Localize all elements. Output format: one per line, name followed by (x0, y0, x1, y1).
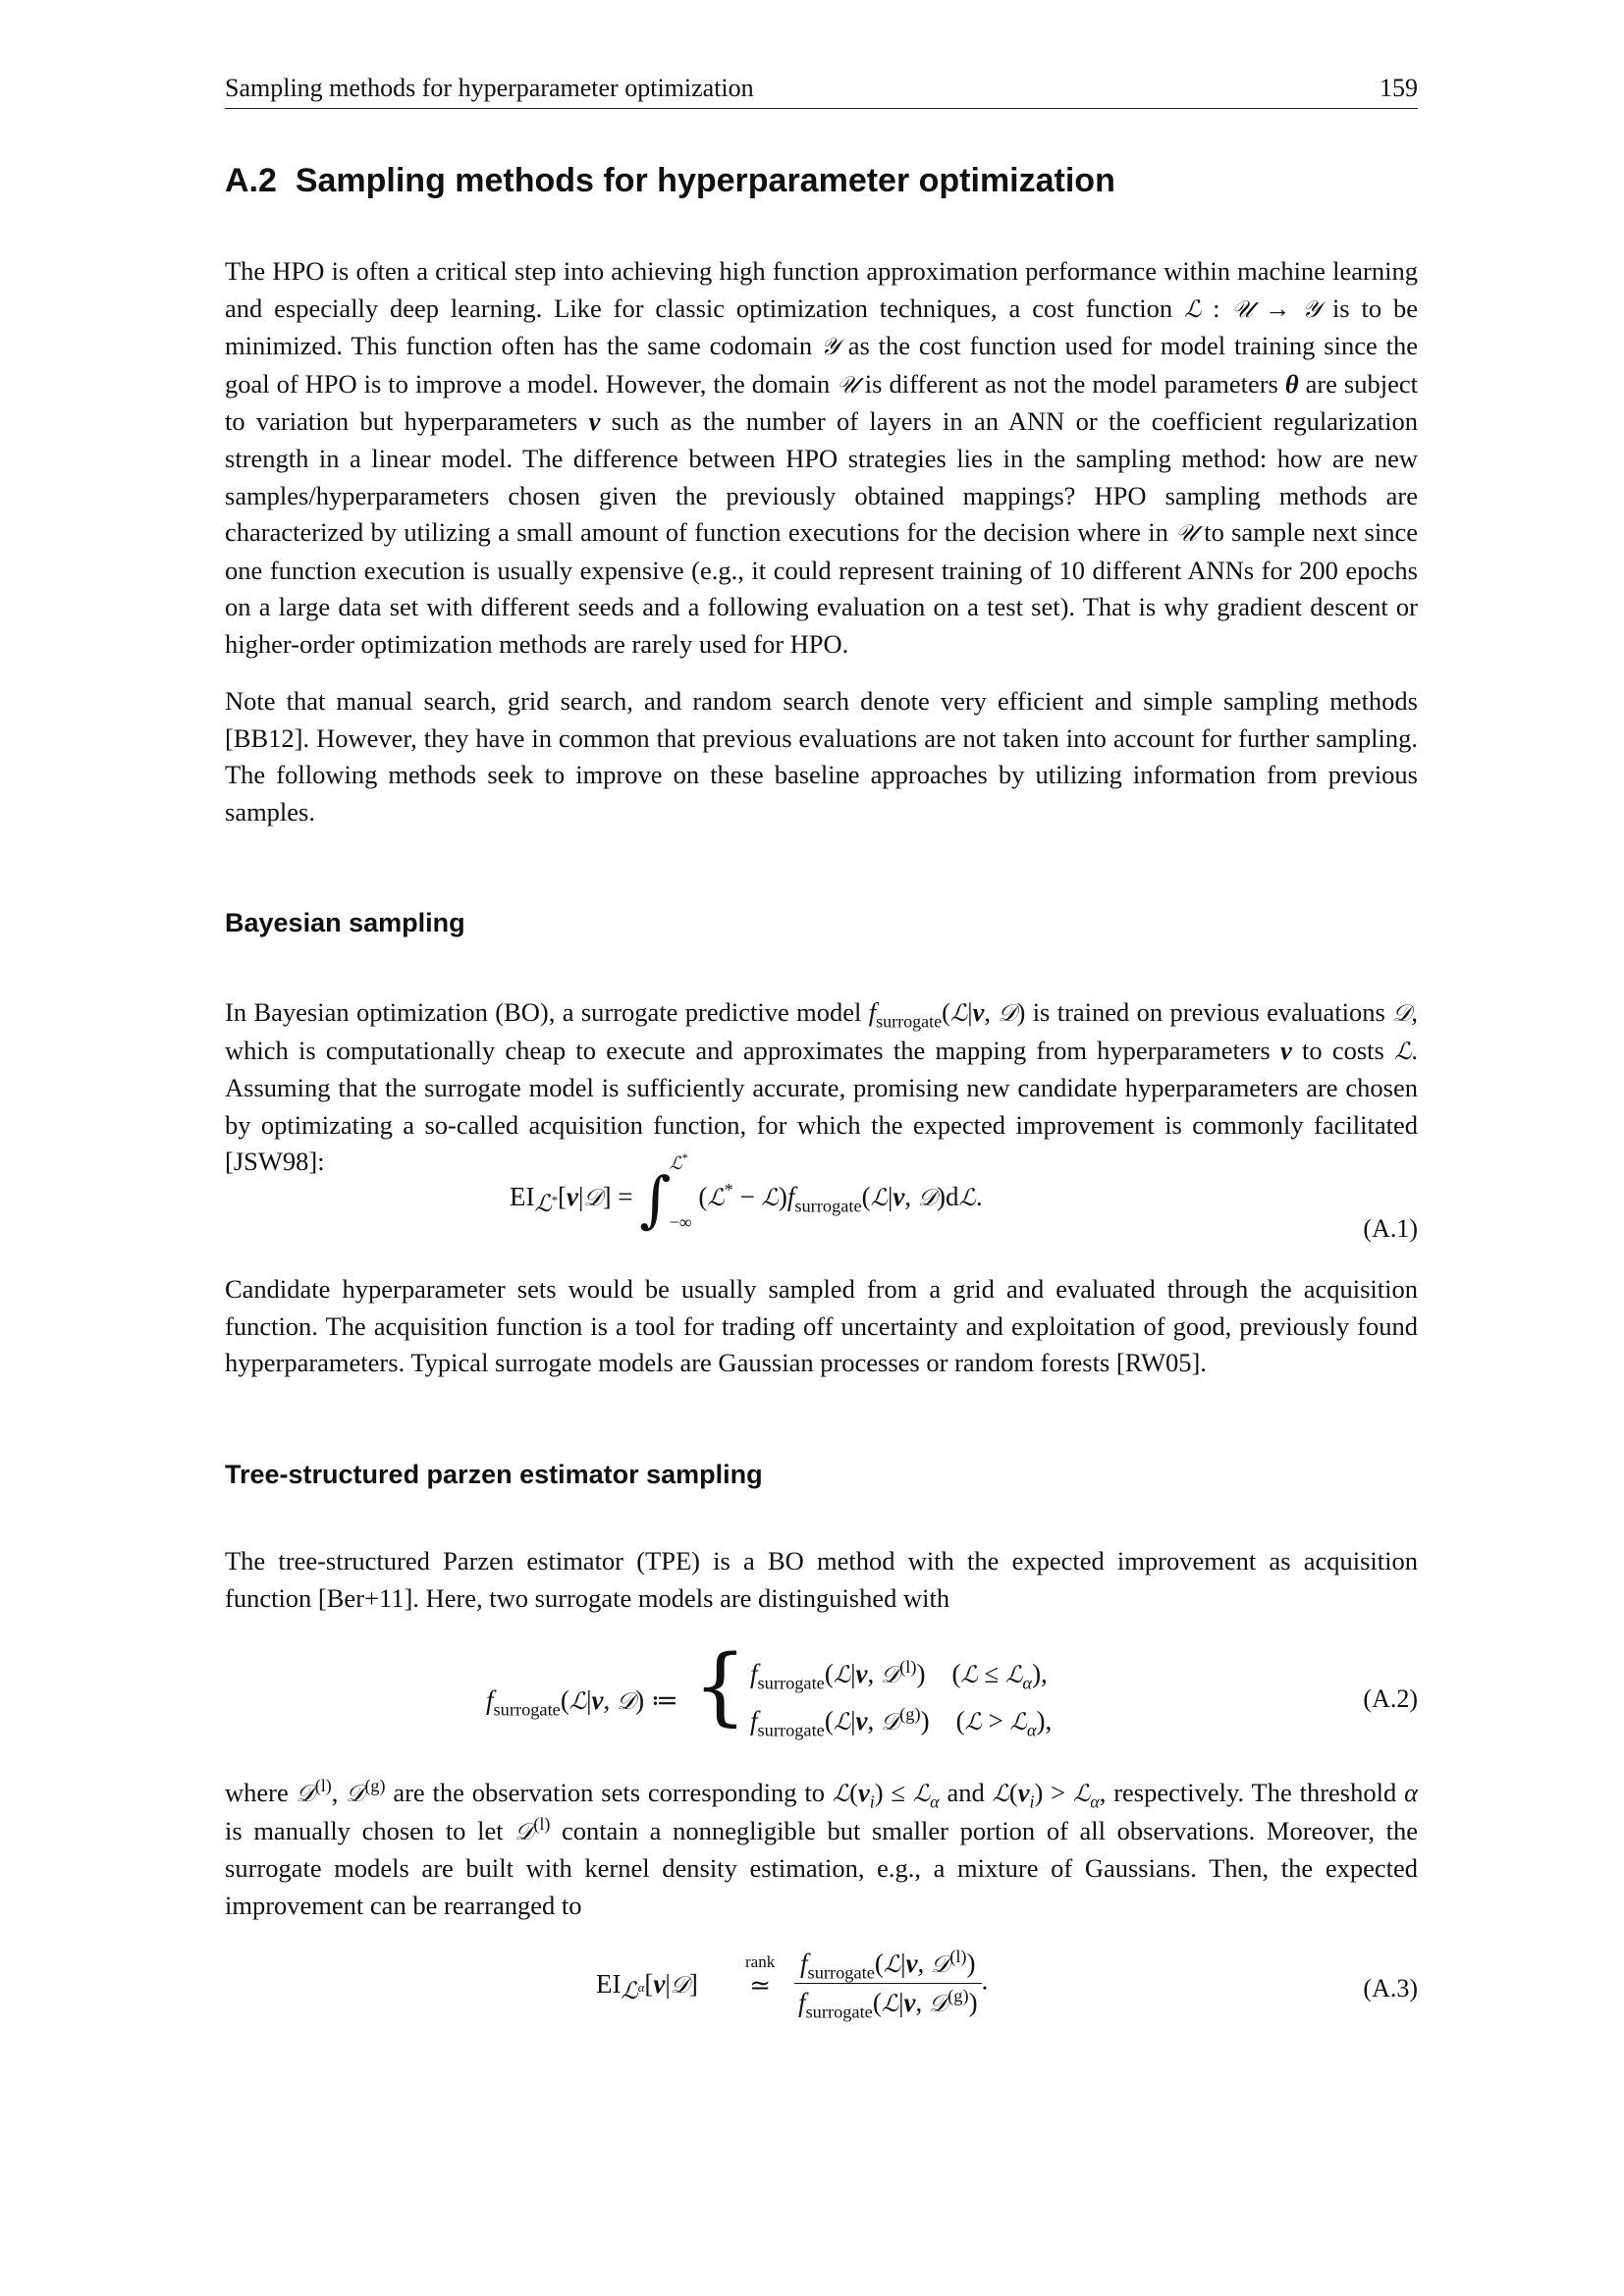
paragraph-hpo-intro: The HPO is often a critical step into achieving high function approximation performance within machine learning and especially deep learning. Like for classic optimization techniques, a cost function ℒ : 𝒰 → 𝒴 is to be minimized. This function often has the same codomain 𝒴 as the cost function used for model training since the goal of HPO is to improve a model. However, the domain 𝒰 is different as not the model parameters θ are subject to variation but hyperparameters ν such as the number of layers in an ANN or the coefficient regularization strength in a linear model. The difference between HPO strategies lies in the sampling method: how are new samples/hyperparameters chosen given the previously obtained mappings? HPO sampling methods are characterized by utilizing a small amount of function executions for the decision where in 𝒰 to sample next since one function execution is usually expensive (e.g., it could represent training of 10 different ANNs for 200 epochs on a large data set with different seeds and a following evaluation on a test set). That is why gradient descent or higher-order optimization methods are rarely used for HPO. (225, 256, 1419, 659)
page-number: 159 (1380, 74, 1418, 102)
section-heading (225, 162, 1115, 200)
equation-number-a1: (A.1) (1363, 1214, 1418, 1243)
section-number: A.2 (225, 162, 277, 199)
rank-label: rank (745, 1952, 776, 1971)
paragraph-observation-sets: where 𝒟$^{(l)}$, 𝒟$^{(g)}$ are the observation sets corresponding to $ℒ(\nu_i)$ ≤ ℒ$_\alpha$ and $ℒ(\nu_i)$ > ℒ$_\alpha$, respectively. The threshold α is manually chosen to let 𝒟$^{(l)}$ contain a nonnegligible but smaller portion of all observations. Moreover, the surrogate models are built with kernel density estimation, e.g., a mixture of Gaussians. Then, the expected improvement can be rearranged to (225, 1776, 1418, 1920)
section-title: Sampling methods for hyperparameter optimization (295, 162, 1115, 199)
paper-page: Sampling methods for hyperparameter optimization 159 A.2 Sampling methods for hyperparameter optimization The HPO is often a critical step into achieving high function approximation performance within machine learning and especially deep learning. Like for classic optimization techniques, a cost function ℒ : 𝒰 → 𝒴 is to be minimized. This function often has the same codomain 𝒴 as the cost function used for model training since the goal of HPO is to improve a model. However, the domain 𝒰 is different as not the model parameters θ are subject to variation but hyperparameters ν such as the number of layers in an ANN or the coefficient regularization strength in a linear model. The difference between HPO strategies lies in the sampling method: how are new samples/hyperparameters chosen given the previously obtained mappings? HPO sampling methods are characterized by utilizing a small amount of function executions for the decision where in 𝒰 to sample next since one function execution is usually expensive (e.g., it could represent training of 10 different ANNs for 200 epochs on a large data set with different seeds and a following evaluation on a test set). That is why gradient descent or higher-order optimization methods are rarely used for HPO. Note that manual search, grid search, and random search denote very efficient and simple sampling methods [BB12]. However, they have in common that previous evaluations are not taken into account for further sampling. The following methods seek to improve on these baseline approaches by utilizing information from previous samples. Bayesian sampling In Bayesian optimization (BO), a surrogate predictive model $f_{surrogate}(ℒ|\nu$, 𝒟) is trained on previous evaluations 𝒟, which is computationally cheap to execute and approximates the mapping from hyperparameters ν to costs ℒ. Assuming that the surrogate model is sufficiently accurate, promising new candidate hyperparameters are chosen by optimizating a so-called acquisition function, for which the expected improvement is commonly facilitated [JSW98]: $EI_{ℒ^*}[\nu|𝒟]$ = ∫ ℒ* −∞ (ℒ* − $ℒ)f_{surrogate}(ℒ|\nu$, 𝒟)dℒ. (A.1) Candidate hyperparameter sets would be usually sampled from a grid and evaluated through the acquisition function. The acquisition function is a tool for trading off uncertainty and exploitation of good, previously found hyperparameters. Typical surrogate models are Gaussian processes or random forests [RW05]. Tree-structured parzen estimator sampling The tree-structured Parzen estimator (TPE) is a BO method with the expected improvement as acquisition function [Ber+11]. Here, two surrogate models are distinguished with $f_{surrogate}(ℒ|\nu$, 𝒟) ≔ { $f_{surrogate}(ℒ|\nu$, 𝒟$^{(l)}$) (ℒ ≤ ℒ$_\alpha$), $f_{surrogate}(ℒ|\nu$, 𝒟$^{(g)}$) (ℒ > ℒ$_\alpha$), (A.2) where 𝒟$^{(l)}$, 𝒟$^{(g)}$ are the observation sets corresponding to $ℒ(\nu_i)$ ≤ ℒ$_\alpha$ and $ℒ(\nu_i)$ > ℒ$_\alpha$, respectively. The threshold α is manually chosen to let 𝒟$^{(l)}$ contain a nonnegligible but smaller portion of all observations. Moreover, the surrogate models are built with kernel density estimation, e.g., a mixture of Gaussians. Then, the expected improvement can be rearranged to $EI_{ℒ^\alpha}[\nu|𝒟]$ rank ≃ $\frac{f_{surrogate}(ℒ|\nu, 𝒟^{(l)})}{f_{surrogate}(ℒ|\nu, 𝒟^{(g)})}$ . (A.3) (225, 0, 1418, 2296)
running-title: Sampling methods for hyperparameter optimization (225, 74, 754, 102)
equation-number-a2: (A.2) (1363, 1684, 1418, 1713)
paragraph-tpe-intro: The tree-structured Parzen estimator (TPE) is a BO method with the expected improvement as acquisition function [Ber+11]. Here, two surrogate models are distinguished with (225, 1546, 1418, 1613)
paragraph-baseline-methods: Note that manual search, grid search, and random search denote very efficient and simple sampling methods [BB12]. However, they have in common that previous evaluations are not taken into account for further sampling. The following methods seek to improve on these baseline approaches by utilizing information from previous samples. (225, 686, 1418, 827)
subsection-heading-bayesian: Bayesian sampling (225, 908, 465, 937)
equation-a1: $EI_{ℒ^*}[\nu|𝒟]$ = ∫ ℒ* −∞ (ℒ* − $ℒ)f_{surrogate}(ℒ|\nu$, 𝒟)dℒ. (510, 1151, 983, 1235)
paragraph-candidate-sets: Candidate hyperparameter sets would be usually sampled from a grid and evaluated through the acquisition function. The acquisition function is a tool for trading off uncertainty and exploitation of good, previously found hyperparameters. Typical surrogate models are Gaussian processes or random forests [RW05]. (225, 1274, 1418, 1378)
running-header (225, 69, 1418, 109)
paragraph-bayesian: In Bayesian optimization (BO), a surrogate predictive model $f_{surrogate}(ℒ|\nu$, 𝒟) is trained on previous evaluations 𝒟, which is computationally cheap to execute and approximates the mapping from hyperparameters ν to costs ℒ. Assuming that the surrogate model is sufficiently accurate, promising new candidate hyperparameters are chosen by optimizating a so-called acquisition function, for which the expected improvement is commonly facilitated [JSW98]: (225, 997, 1419, 1177)
equation-number-a3: (A.3) (1363, 1974, 1418, 2002)
subsection-heading-tpe: Tree-structured parzen estimator sampling (225, 1460, 763, 1489)
